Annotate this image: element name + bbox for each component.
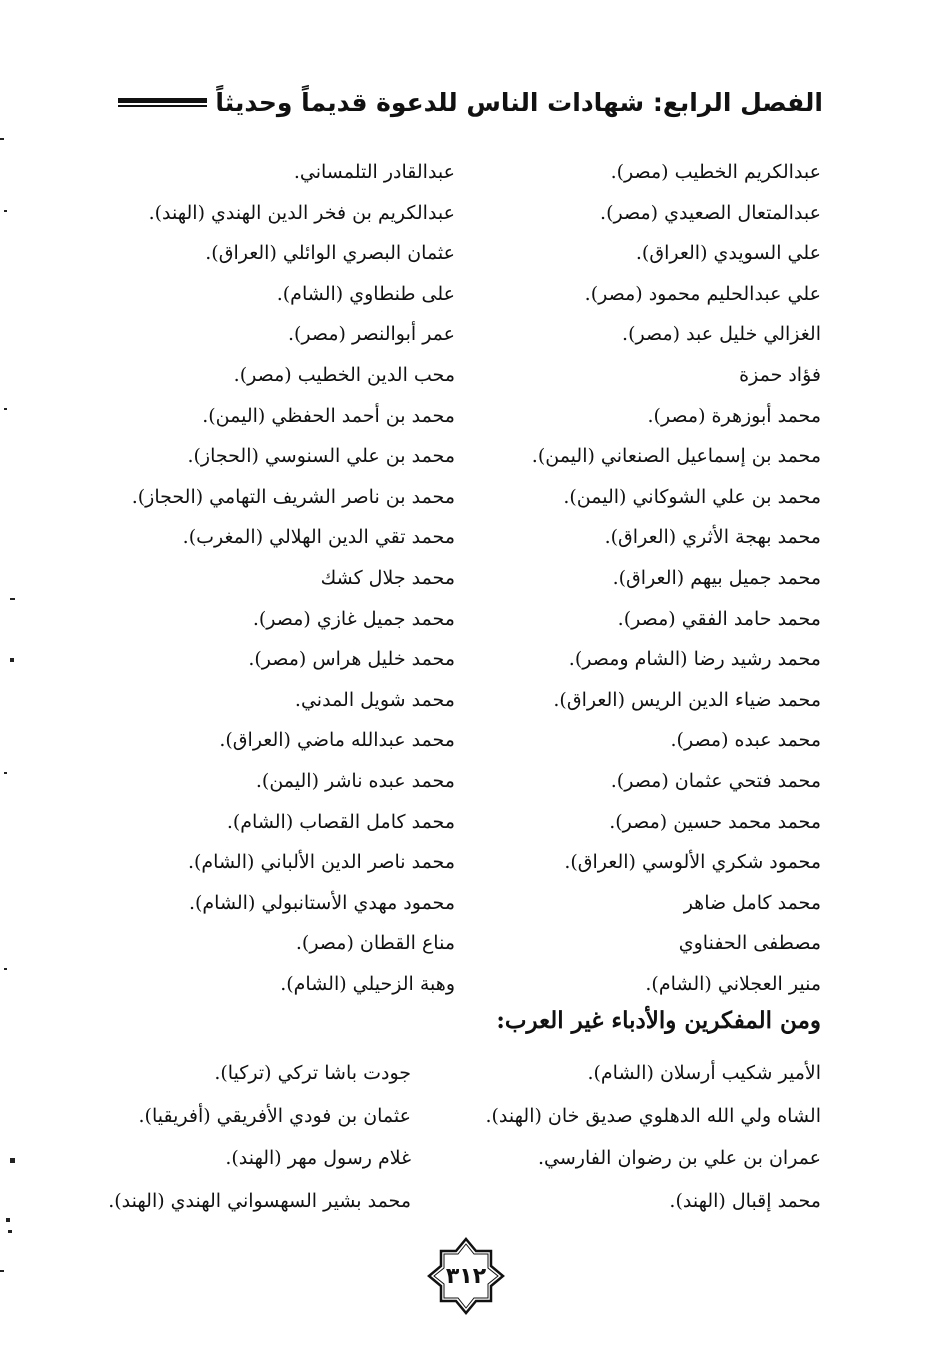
name-entry: جودت باشا تركي (تركيا). bbox=[214, 1062, 411, 1084]
name-entry: محمد أبوزهرة (مصر). bbox=[647, 404, 821, 427]
names-column-left bbox=[95, 152, 455, 1004]
name-entry: محمد جلال كشك bbox=[320, 566, 455, 589]
scan-edge-mark bbox=[0, 1270, 4, 1272]
chapter-title: الفصل الرابع: شهادات الناس للدعوة قديماً وحديثاً bbox=[215, 87, 823, 117]
name-entry: محمد ناصر الدين الألباني (الشام). bbox=[187, 851, 455, 874]
name-entry: محمد حامد الفقي (مصر). bbox=[617, 607, 821, 630]
name-entry: محمد عبدالله ماضي (العراق). bbox=[219, 729, 455, 752]
name-entry: غلام رسول مهر (الهند). bbox=[225, 1147, 411, 1169]
name-entry: الغزالي خليل عبد (مصر). bbox=[622, 323, 821, 346]
name-entry: عبدالمتعال الصعيدي (مصر). bbox=[600, 201, 821, 224]
scan-edge-mark bbox=[6, 1218, 10, 1222]
scan-edge-mark bbox=[8, 1230, 12, 1233]
name-entry: عثمان البصري الوائلي (العراق). bbox=[205, 242, 455, 265]
name-entry: محمد بن إسماعيل الصنعاني (اليمن). bbox=[531, 445, 821, 468]
scan-edge-mark bbox=[4, 968, 7, 970]
name-entry: محمد بن علي السنوسي (الحجاز). bbox=[187, 445, 455, 468]
scan-edge-mark bbox=[10, 1158, 15, 1163]
names-column-right bbox=[491, 152, 821, 1004]
scan-edge-mark bbox=[4, 210, 7, 212]
name-entry: محمد بن ناصر الشريف التهامي (الحجاز). bbox=[131, 485, 455, 508]
name-entry: الشاه ولي الله الدهلوي صديق خان (الهند). bbox=[485, 1104, 821, 1127]
name-entry: وهبة الزحيلي (الشام). bbox=[280, 972, 455, 995]
page-number-ornament bbox=[427, 1237, 505, 1315]
header-rule bbox=[118, 95, 207, 109]
name-entry: محمد رشيد رضا (الشام ومصر). bbox=[568, 648, 821, 671]
name-entry: محمد فتحي عثمان (مصر). bbox=[610, 769, 821, 792]
name-entry: محمد تقي الدين الهلالي (المغرب). bbox=[182, 526, 455, 549]
scan-edge-mark bbox=[4, 772, 7, 774]
name-entry: فؤاد حمزة bbox=[739, 363, 821, 386]
name-entry: محمد بشير السهسواني الهندي (الهند). bbox=[108, 1189, 411, 1212]
scan-edge-mark bbox=[0, 138, 4, 140]
name-entry: عبدالقادر التلمساني. bbox=[293, 161, 455, 183]
name-entry: مناع القطان (مصر). bbox=[295, 932, 455, 955]
name-entry: محب الدين الخطيب (مصر). bbox=[233, 363, 455, 386]
name-entry: منير العجلاني (الشام). bbox=[645, 972, 821, 995]
non-arab-column-right bbox=[451, 1052, 821, 1222]
name-entry: على طنطاوي (الشام). bbox=[276, 282, 455, 305]
name-entry: عمر أبوالنصر (مصر). bbox=[287, 323, 455, 346]
scan-edge-mark bbox=[4, 408, 7, 410]
name-entry: محمد عبده ناشر (اليمن). bbox=[255, 769, 455, 792]
name-entry: محمد خليل هراس (مصر). bbox=[248, 648, 455, 671]
name-entry: محمد جميل غازي (مصر). bbox=[252, 607, 455, 630]
name-entry: محمد جميل بيهم (العراق). bbox=[612, 566, 821, 589]
name-entry: محمد بن علي الشوكاني (اليمن). bbox=[563, 485, 821, 508]
name-entry: عثمان بن فودي الأفريقي (أفريقيا). bbox=[138, 1104, 411, 1127]
name-entry: محمد محمد حسين (مصر). bbox=[609, 810, 821, 833]
name-entry: عمران بن علي بن رضوان الفارسي. bbox=[538, 1147, 821, 1169]
name-entry: محمد شويل المدني. bbox=[294, 688, 455, 711]
name-entry: محمد بن أحمد الحفظي (اليمن). bbox=[202, 404, 455, 427]
name-entry: محمد إقبال (الهند). bbox=[669, 1189, 821, 1212]
page-header bbox=[118, 82, 823, 122]
name-entry: محمد كامل القصاب (الشام). bbox=[226, 810, 455, 833]
name-entry: مصطفى الحفناوي bbox=[678, 932, 821, 955]
non-arab-column-left bbox=[81, 1052, 411, 1222]
name-entry: علي السويدي (العراق). bbox=[635, 242, 821, 265]
page-number: ٣١٢ bbox=[445, 1263, 487, 1289]
name-entry: الأمير شكيب أرسلان (الشام). bbox=[587, 1062, 821, 1084]
name-entry: محمد كامل ضاهر bbox=[683, 891, 821, 914]
section-heading: ومن المفكرين والأدباء غير العرب: bbox=[496, 1007, 821, 1034]
name-entry: محمود شكري الألوسي (العراق). bbox=[564, 851, 821, 874]
scan-edge-mark bbox=[10, 598, 15, 600]
scan-edge-mark bbox=[10, 658, 14, 662]
name-entry: محمد عبده (مصر). bbox=[670, 729, 821, 752]
name-entry: عبدالكريم الخطيب (مصر). bbox=[610, 161, 821, 183]
name-entry: محمود مهدي الأستانبولي (الشام). bbox=[188, 891, 455, 914]
name-entry: محمد بهجة الأثري (العراق). bbox=[604, 526, 821, 549]
name-entry: عبدالكريم بن فخر الدين الهندي (الهند). bbox=[148, 201, 455, 224]
name-entry: علي عبدالحليم محمود (مصر). bbox=[584, 282, 821, 305]
name-entry: محمد ضياء الدين الريس (العراق). bbox=[553, 688, 821, 711]
